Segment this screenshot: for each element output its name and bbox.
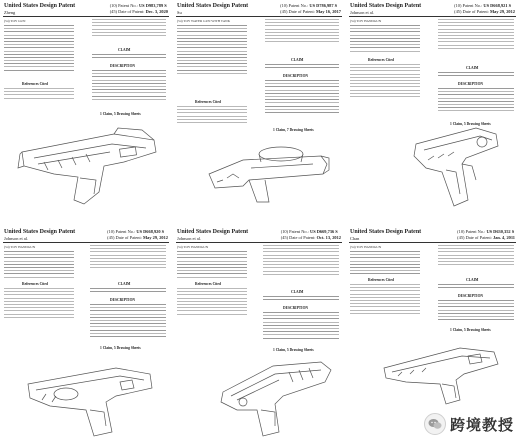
references-text — [177, 106, 247, 125]
references-heading: References Cited — [368, 58, 394, 62]
patent-date: Jan. 4, 2011 — [493, 234, 515, 240]
references-text — [4, 88, 74, 101]
description-text — [438, 88, 514, 114]
drawing-sheets-caption: 1 Claim, 5 Drawing Sheets — [450, 122, 491, 126]
patent-number: US D668,921 S — [483, 3, 512, 8]
claim-heading: CLAIM — [291, 58, 304, 62]
header-rule — [349, 242, 516, 243]
patent-sheet-2 — [173, 0, 345, 218]
patent-no-label: (10) Patent No.: — [280, 229, 309, 234]
design-title: (54) TOY HANDGUN — [177, 245, 209, 249]
description-heading: DESCRIPTION — [110, 298, 135, 302]
date-label: (45) Date of Patent: — [109, 8, 145, 14]
patent-sheet-1 — [0, 0, 172, 218]
bibliographic-text — [350, 251, 420, 277]
date-label: (45) Date of Patent: — [280, 8, 315, 14]
references-column-right — [265, 19, 339, 45]
inventor-name: Su — [177, 10, 182, 15]
header-rule — [176, 16, 342, 17]
description-heading: DESCRIPTION — [283, 306, 308, 310]
patent-header-title: United States Design Patent — [177, 3, 249, 9]
patent-no-label: (10) Patent No.: — [109, 3, 138, 8]
bibliographic-text — [4, 25, 74, 73]
date-label: (45) Date of Patent: — [107, 234, 142, 240]
description-heading: DESCRIPTION — [283, 74, 308, 78]
inventor-name: Zheng — [4, 10, 16, 15]
claim-heading: CLAIM — [118, 282, 131, 286]
claim-text — [265, 64, 339, 70]
patent-header-title: United States Design Patent — [177, 229, 249, 235]
drawing-sheets-caption: 1 Claim, 5 Drawing Sheets — [450, 328, 491, 332]
references-text — [4, 288, 74, 320]
patent-number-block — [280, 3, 341, 14]
header-rule — [3, 16, 169, 17]
patent-number-block — [281, 229, 341, 240]
toy-handgun-drawing — [376, 338, 506, 408]
drawing-sheets-caption: 1 Claim, 5 Drawing Sheets — [273, 348, 314, 352]
toy-handgun-drawing — [20, 354, 160, 440]
patent-sheet-4 — [0, 226, 172, 444]
patent-no-label: (10) Patent No.: — [454, 3, 483, 8]
design-title: (54) TOY HANDGUN — [350, 245, 382, 249]
header-rule — [349, 16, 516, 17]
references-column-right — [92, 19, 166, 38]
description-heading: DESCRIPTION — [458, 82, 483, 86]
claim-heading: CLAIM — [466, 66, 479, 70]
patent-number-block — [110, 3, 168, 14]
design-title: (54) TOY HANDGUN — [350, 19, 382, 23]
references-heading: References Cited — [368, 278, 394, 282]
patent-number: US D630,352 S — [486, 229, 515, 234]
claim-heading: CLAIM — [291, 290, 304, 294]
toy-handgun-drawing — [213, 352, 338, 440]
claim-text — [438, 284, 514, 290]
claim-text — [263, 296, 339, 302]
references-text — [177, 288, 247, 317]
watermark — [424, 410, 516, 438]
patent-date: Oct. 13, 2012 — [316, 234, 341, 240]
patent-header-title: United States Design Patent — [350, 229, 422, 235]
patent-no-label: (10) Patent No.: — [280, 3, 309, 8]
patent-date: May 29, 2012 — [143, 234, 168, 240]
bibliographic-text — [177, 25, 247, 76]
patent-number-block — [457, 229, 515, 240]
bibliographic-text — [350, 25, 420, 54]
date-label: (45) Date of Patent: — [454, 8, 489, 14]
inventor-name: Johnson et al. — [350, 10, 375, 15]
description-heading: DESCRIPTION — [110, 64, 135, 68]
patent-sheet-3 — [346, 0, 519, 218]
date-label: (45) Date of Patent: — [457, 234, 492, 240]
header-rule — [3, 242, 169, 243]
references-column-right — [438, 19, 514, 51]
references-column-right — [90, 245, 166, 271]
design-title: (54) TOY HANDGUN — [4, 245, 36, 249]
description-text — [92, 70, 166, 102]
patent-date: May 29, 2012 — [490, 8, 515, 14]
references-heading: References Cited — [22, 82, 48, 86]
description-heading: DESCRIPTION — [458, 294, 483, 298]
references-column-right — [263, 245, 339, 277]
references-heading: References Cited — [22, 282, 48, 286]
references-heading: References Cited — [195, 282, 221, 286]
watermark-text: 跨境教授 — [450, 415, 515, 434]
drawing-sheets-caption: 1 Claim, 7 Drawing Sheets — [273, 128, 314, 132]
patent-number: US D668,920 S — [136, 229, 165, 234]
design-title: (54) TOY WATER GUN WITH TANK — [177, 19, 231, 23]
date-label: (45) Date of Patent: — [280, 234, 316, 240]
description-text — [263, 312, 339, 341]
patent-number: US D983,789 S — [138, 3, 167, 8]
inventor-name: Chan — [350, 236, 360, 241]
patent-no-label: (10) Patent No.: — [457, 229, 486, 234]
claim-text — [92, 54, 166, 60]
toy-blaster-drawing — [14, 122, 164, 212]
description-text — [265, 80, 339, 115]
patent-sheet-5 — [173, 226, 345, 444]
patent-number-block — [107, 229, 168, 240]
bibliographic-text — [4, 251, 74, 280]
patent-header-title: United States Design Patent — [350, 3, 422, 9]
description-text — [438, 300, 514, 322]
patent-number: US D669,736 S — [310, 229, 338, 234]
claim-text — [90, 288, 166, 294]
inventor-name: Johnson et al. — [177, 236, 202, 241]
header-rule — [176, 242, 342, 243]
references-text — [350, 284, 420, 316]
inventor-name: Johnson et al. — [4, 236, 29, 241]
patent-date: May 16, 2017 — [316, 8, 341, 14]
patent-no-label: (10) Patent No.: — [107, 229, 136, 234]
description-text — [90, 304, 166, 339]
patent-number-block — [454, 3, 515, 14]
patent-number: US D786,987 S — [309, 3, 338, 8]
wechat-icon — [424, 413, 446, 435]
drawing-sheets-caption: 1 Claim, 5 Drawing Sheets — [100, 112, 141, 116]
patent-header-title: United States Design Patent — [4, 3, 76, 9]
design-title: (54) TOY GUN — [4, 19, 26, 23]
references-text — [350, 64, 420, 99]
claim-heading: CLAIM — [118, 48, 131, 52]
claim-text — [438, 72, 514, 78]
patent-header-title: United States Design Patent — [4, 229, 76, 235]
water-gun-drawing — [203, 140, 333, 212]
bibliographic-text — [177, 251, 247, 280]
drawing-sheets-caption: 1 Claim, 5 Drawing Sheets — [100, 346, 141, 350]
claim-heading: CLAIM — [466, 278, 479, 282]
references-column-right — [438, 245, 514, 267]
toy-handgun-drawing — [406, 120, 506, 212]
references-heading: References Cited — [195, 100, 221, 104]
patent-date: Dec. 3, 2020 — [145, 8, 168, 14]
